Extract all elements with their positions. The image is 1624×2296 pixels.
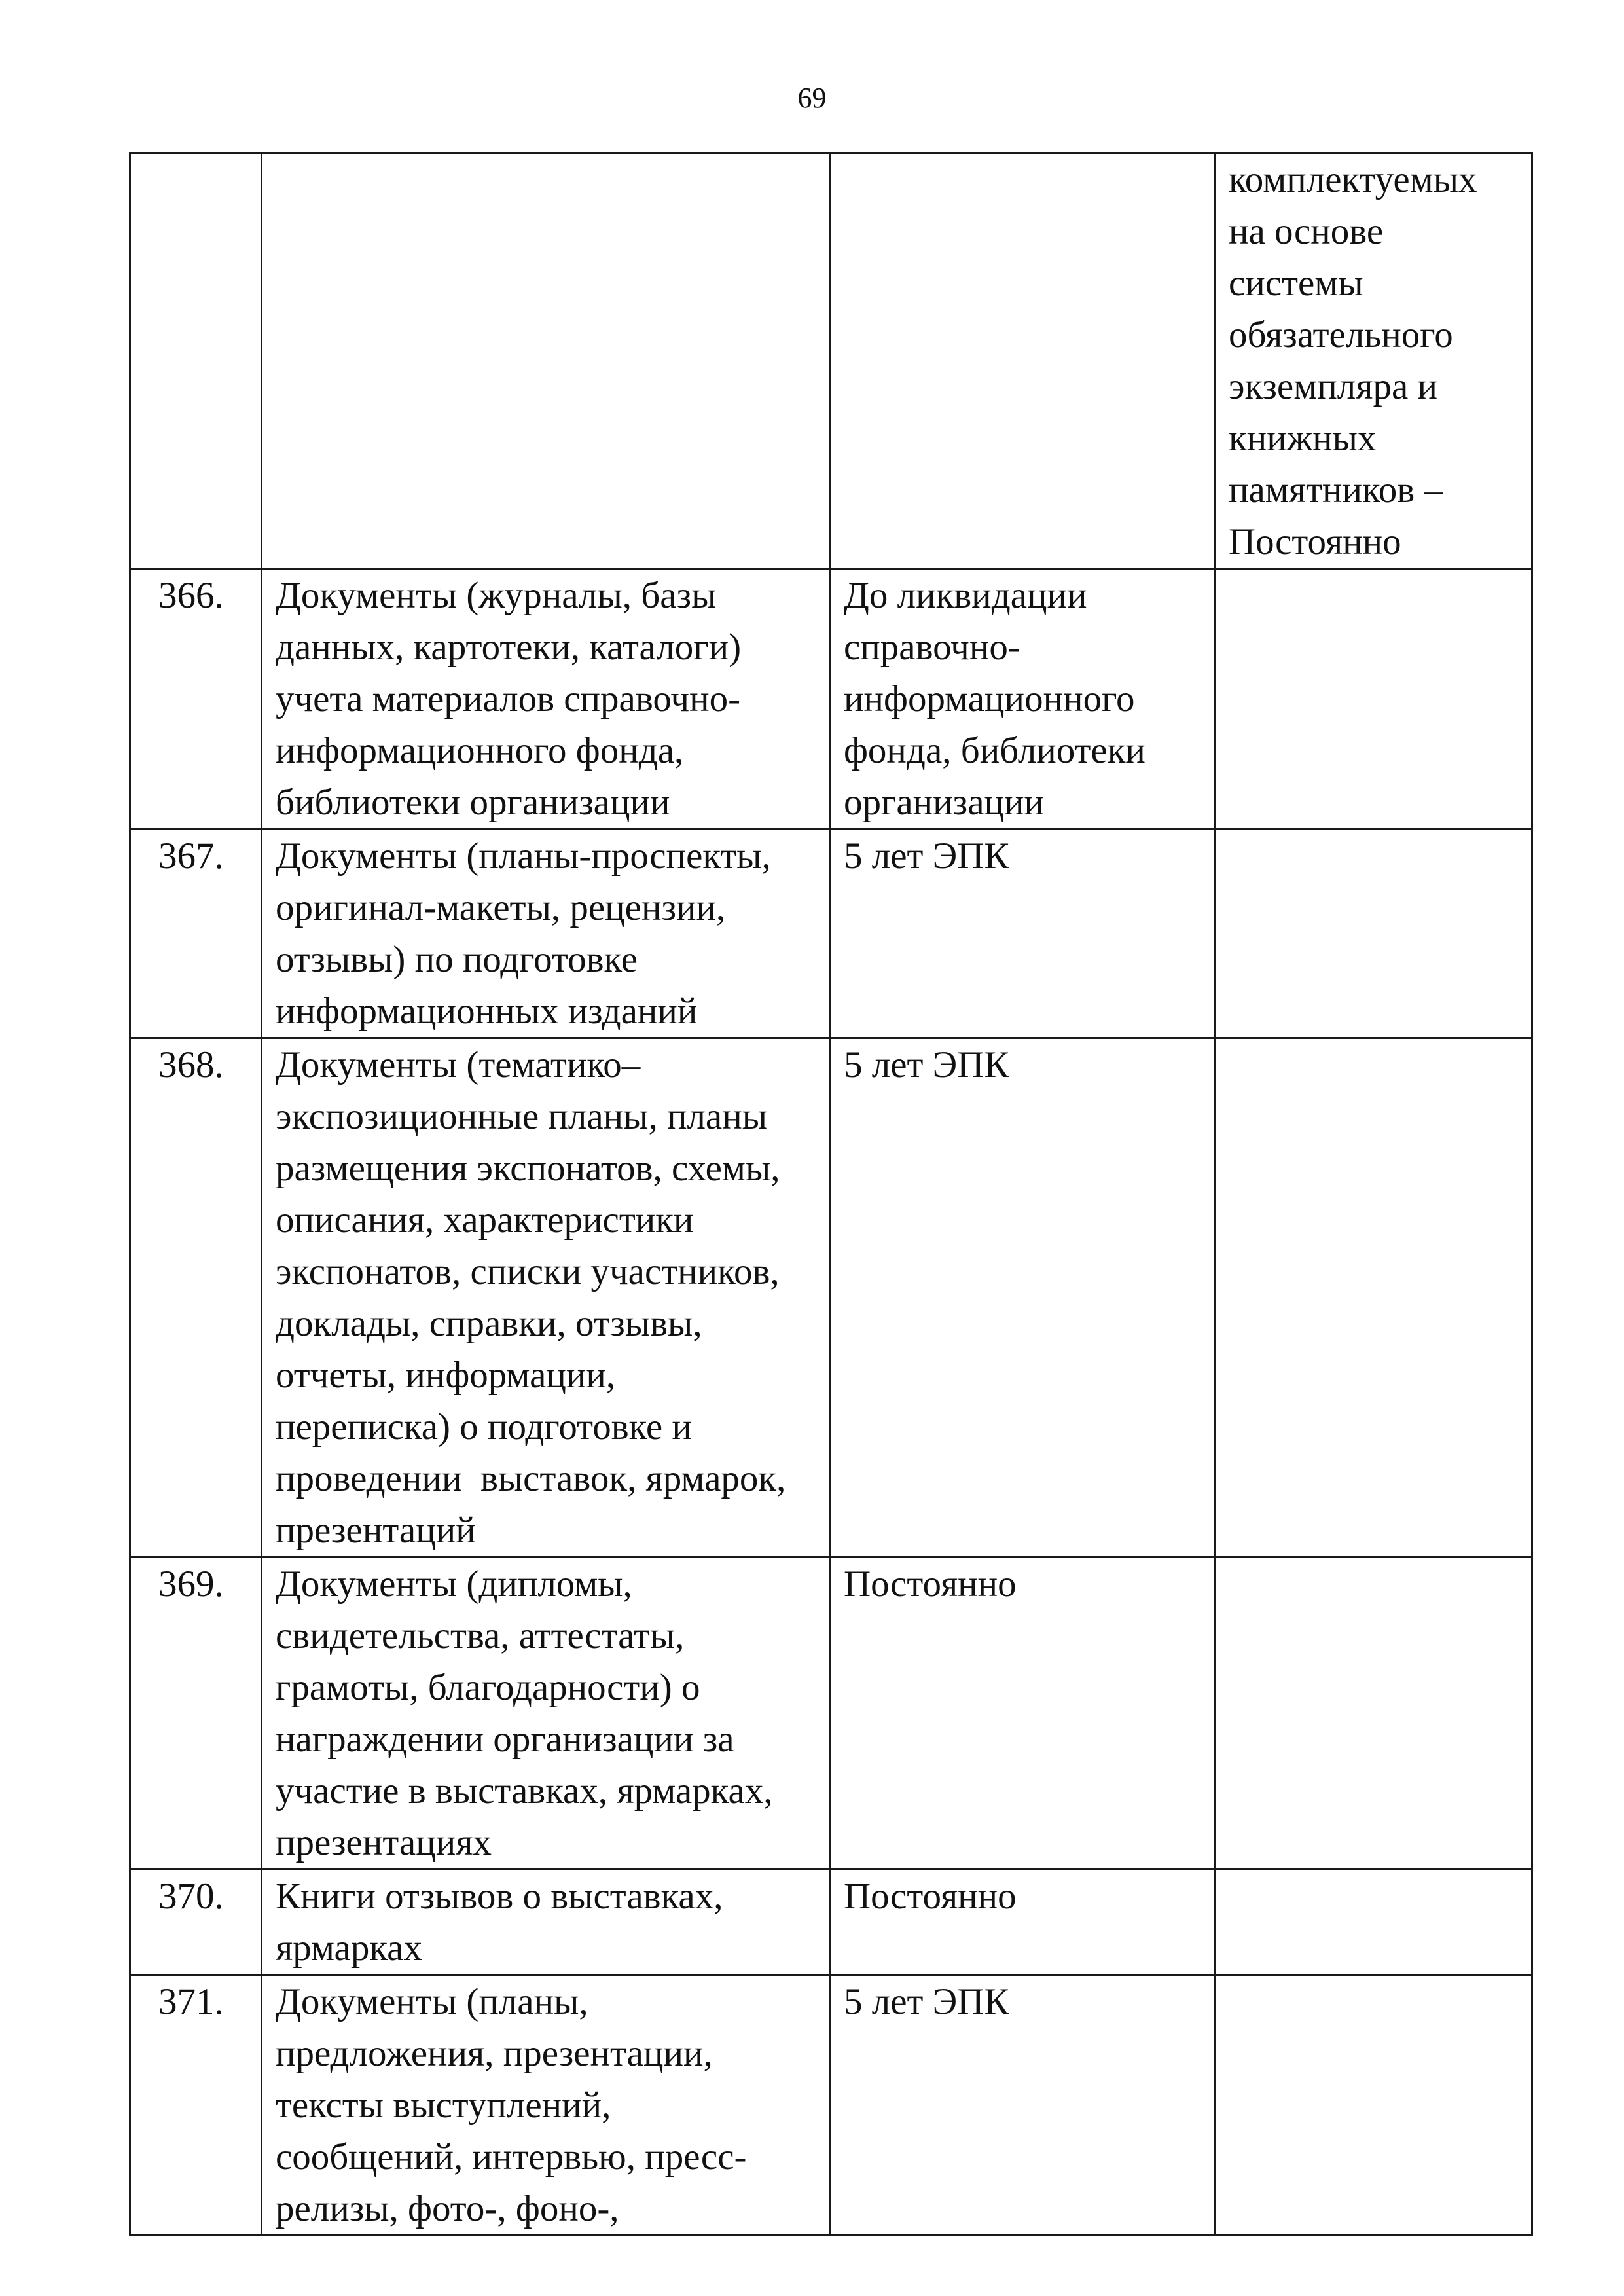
table-row-371 bbox=[130, 1975, 1532, 2236]
table-row-370 bbox=[130, 1870, 1532, 1975]
title-line: Документы (планы-проспекты, bbox=[276, 835, 771, 877]
retention-line: 5 лет ЭПК bbox=[844, 1044, 1009, 1085]
retention-table bbox=[129, 152, 1533, 2236]
title-line: оригинал-макеты, рецензии, bbox=[276, 887, 726, 928]
retention-line: До ликвидации bbox=[844, 575, 1087, 616]
retention-period-cell bbox=[830, 1975, 1215, 2236]
document-title-cell bbox=[262, 1038, 830, 1558]
table-row-368 bbox=[130, 1038, 1532, 1558]
title-line: предложения, презентации, bbox=[276, 2033, 713, 2074]
title-line: презентациях bbox=[276, 1822, 492, 1863]
row-number-cell: 367. bbox=[130, 829, 262, 1038]
retention-period-cell bbox=[830, 829, 1215, 1038]
row-number-cell: 369. bbox=[130, 1558, 262, 1870]
title-line: размещения экспонатов, схемы, bbox=[276, 1148, 780, 1189]
document-title-cell bbox=[262, 153, 830, 569]
title-line: учета материалов справочно- bbox=[276, 678, 741, 720]
title-line: информационного фонда, bbox=[276, 730, 684, 771]
title-line: релизы, фото-, фоно-, bbox=[276, 2188, 619, 2229]
note-cell bbox=[1215, 1558, 1532, 1870]
retention-line: Постоянно bbox=[844, 1563, 1017, 1605]
retention-line: фонда, библиотеки bbox=[844, 730, 1146, 771]
title-line: описания, характеристики bbox=[276, 1199, 694, 1241]
title-line: Книги отзывов о выставках, bbox=[276, 1876, 723, 1917]
retention-line: справочно- bbox=[844, 627, 1020, 668]
title-line: ярмарках bbox=[276, 1927, 422, 1969]
title-line: Документы (тематико– bbox=[276, 1044, 641, 1085]
row-number-cell: 370. bbox=[130, 1870, 262, 1975]
title-line: экспозиционные планы, планы bbox=[276, 1096, 768, 1137]
row-number-cell: 371. bbox=[130, 1975, 262, 2236]
note-cell bbox=[1215, 153, 1532, 569]
document-title-cell bbox=[262, 829, 830, 1038]
title-line: Документы (дипломы, bbox=[276, 1563, 632, 1605]
retention-line: информационного bbox=[844, 678, 1135, 720]
note-line: Постоянно bbox=[1229, 521, 1401, 562]
retention-line: Постоянно bbox=[844, 1876, 1017, 1917]
retention-period-cell bbox=[830, 1870, 1215, 1975]
title-line: Документы (журналы, базы bbox=[276, 575, 717, 616]
document-title-cell bbox=[262, 1558, 830, 1870]
title-line: отзывы) по подготовке bbox=[276, 939, 638, 980]
note-line: системы bbox=[1229, 263, 1363, 304]
title-line: сообщений, интервью, пресс- bbox=[276, 2136, 747, 2178]
retention-line: 5 лет ЭПК bbox=[844, 835, 1009, 877]
table-row-367 bbox=[130, 829, 1532, 1038]
title-line: экспонатов, списки участников, bbox=[276, 1251, 780, 1292]
retention-period-cell bbox=[830, 1038, 1215, 1558]
document-title-cell bbox=[262, 569, 830, 829]
retention-period-cell bbox=[830, 1558, 1215, 1870]
note-cell bbox=[1215, 1975, 1532, 2236]
note-cell bbox=[1215, 569, 1532, 829]
title-line: доклады, справки, отзывы, bbox=[276, 1303, 702, 1344]
title-line: участие в выставках, ярмарках, bbox=[276, 1770, 773, 1812]
title-line: переписка) о подготовке и bbox=[276, 1406, 692, 1448]
table-row-369 bbox=[130, 1558, 1532, 1870]
title-line: Документы (планы, bbox=[276, 1981, 588, 2022]
document-title-cell bbox=[262, 1975, 830, 2236]
table-row-366 bbox=[130, 569, 1532, 829]
title-line: награждении организации за bbox=[276, 1719, 734, 1760]
retention-line: 5 лет ЭПК bbox=[844, 1981, 1009, 2022]
row-number-cell: 366. bbox=[130, 569, 262, 829]
page-number: 69 bbox=[797, 82, 827, 114]
row-number-cell: 368. bbox=[130, 1038, 262, 1558]
title-line: свидетельства, аттестаты, bbox=[276, 1615, 685, 1656]
title-line: отчеты, информации, bbox=[276, 1355, 616, 1396]
title-line: грамоты, благодарности) о bbox=[276, 1667, 700, 1708]
document-title-cell bbox=[262, 1870, 830, 1975]
note-cell bbox=[1215, 1870, 1532, 1975]
title-line: информационных изданий bbox=[276, 991, 698, 1032]
title-line: библиотеки организации bbox=[276, 782, 670, 823]
note-line: книжных bbox=[1229, 418, 1377, 459]
note-line: комплектуемых bbox=[1229, 159, 1477, 200]
note-line: на основе bbox=[1229, 211, 1384, 252]
note-line: обязательного bbox=[1229, 314, 1453, 355]
title-line: тексты выступлений, bbox=[276, 2085, 611, 2126]
note-line: экземпляра и bbox=[1229, 366, 1438, 407]
table-row-continuation bbox=[130, 153, 1532, 569]
title-line: проведении выставок, ярмарок, bbox=[276, 1458, 786, 1499]
note-cell bbox=[1215, 829, 1532, 1038]
note-cell bbox=[1215, 1038, 1532, 1558]
retention-period-cell bbox=[830, 153, 1215, 569]
note-line: памятников – bbox=[1229, 469, 1443, 511]
title-line: данных, картотеки, каталоги) bbox=[276, 627, 742, 668]
title-line: презентаций bbox=[276, 1510, 476, 1551]
row-number-cell bbox=[130, 153, 262, 569]
retention-period-cell bbox=[830, 569, 1215, 829]
retention-line: организации bbox=[844, 782, 1045, 823]
